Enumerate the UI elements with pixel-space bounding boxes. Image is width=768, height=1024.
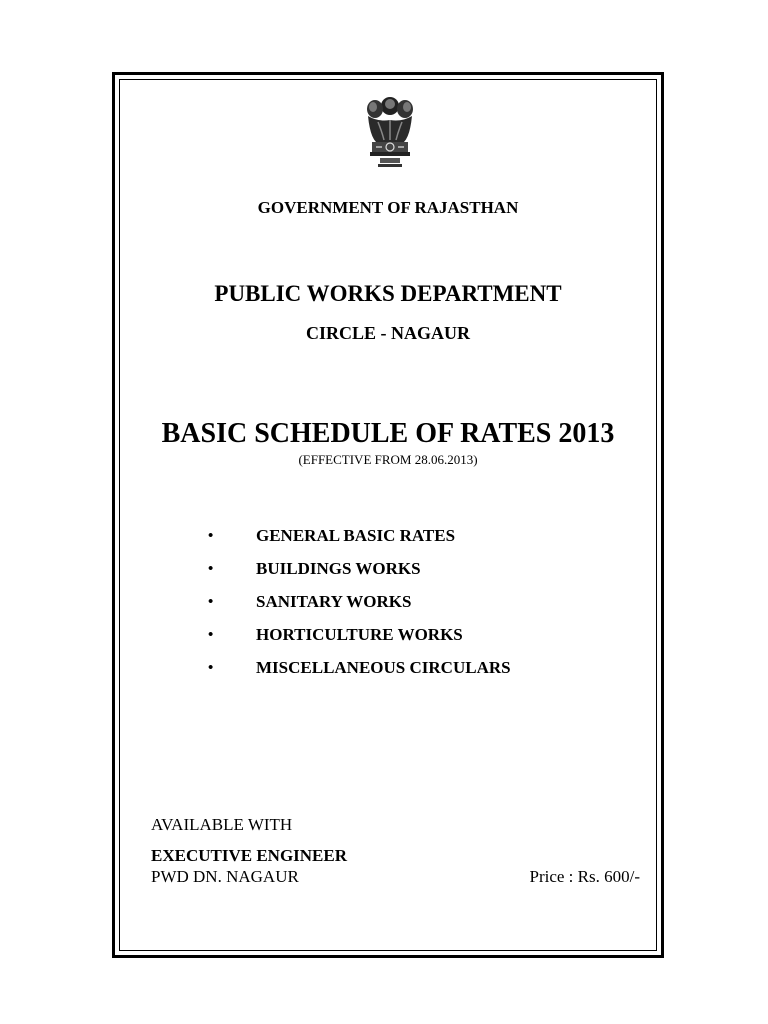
bullet-icon: • — [208, 528, 214, 544]
bullet-icon: • — [208, 627, 214, 643]
bullet-icon: • — [208, 561, 214, 577]
list-item — [206, 559, 511, 592]
list-item — [206, 526, 511, 559]
list-item — [206, 658, 511, 691]
government-heading: GOVERNMENT OF RAJASTHAN — [257, 198, 519, 217]
bullet-icon: • — [208, 594, 214, 610]
price-label: Price : Rs. 600/- — [529, 867, 640, 886]
list-item-label: MISCELLANEOUS CIRCULARS — [256, 658, 511, 677]
document-title: BASIC SCHEDULE OF RATES 2013 — [161, 418, 615, 449]
officer-title: EXECUTIVE ENGINEER — [151, 846, 348, 865]
state-emblem-icon — [358, 92, 422, 172]
list-item-label: SANITARY WORKS — [256, 592, 412, 611]
available-with-label: AVAILABLE WITH — [151, 815, 293, 834]
contents-list — [206, 526, 511, 691]
bullet-icon: • — [208, 660, 214, 676]
list-item — [206, 625, 511, 658]
department-heading: PUBLIC WORKS DEPARTMENT — [214, 281, 562, 306]
list-item-label: HORTICULTURE WORKS — [256, 625, 463, 644]
list-item — [206, 592, 511, 625]
list-item-label: GENERAL BASIC RATES — [256, 526, 456, 545]
circle-heading: CIRCLE - NAGAUR — [305, 323, 470, 343]
office-name: PWD DN. NAGAUR — [151, 867, 299, 886]
effective-date: (EFFECTIVE FROM 28.06.2013) — [298, 452, 478, 467]
list-item-label: BUILDINGS WORKS — [256, 559, 421, 578]
